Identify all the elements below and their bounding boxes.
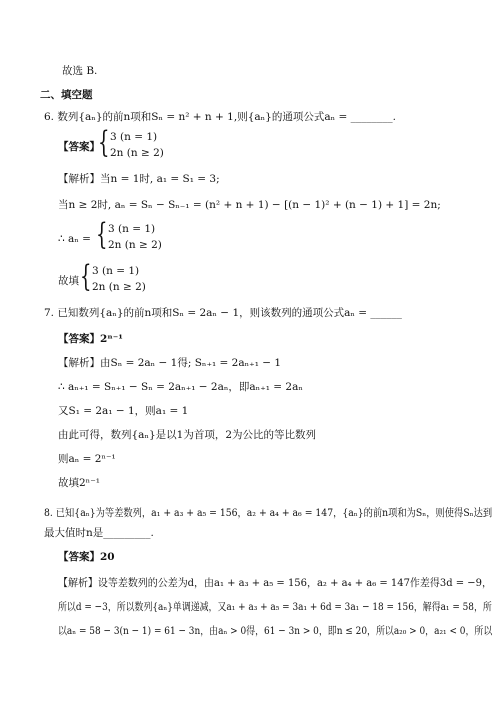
answer-6-cases — [98, 125, 218, 164]
left-brace-icon: { — [80, 259, 92, 294]
question-7: 7. 已知数列{aₙ}的前n项和Sₙ = 2aₙ − 1，则该数列的通项公式aₙ = ______ — [44, 307, 402, 319]
analysis-7-step1: 【解析】由Sₙ = 2aₙ − 1得; Sₙ₊₁ = 2aₙ₊₁ − 1 — [58, 357, 282, 369]
case-top: 3 (n = 1) — [110, 131, 158, 143]
analysis-6-therefore: ∴ aₙ = — [58, 233, 91, 245]
left-brace-icon: { — [96, 217, 108, 252]
section-heading-fill-blank: 二、填空题 — [40, 89, 93, 101]
fill-cases — [80, 259, 200, 298]
case-top: 3 (n = 1) — [92, 265, 140, 277]
analysis-8-line2: 所以d = −3，所以数列{aₙ}单调递减，又a₁ + a₃ + a₅ = 3a₁ + 6d = 3a₁ − 18 = 156，解得a₁ = 58，所 — [58, 601, 492, 613]
answer-8: 【答案】20 — [58, 551, 115, 563]
answer-6-label: 【答案】 — [58, 141, 100, 153]
therefore-cases — [96, 217, 216, 256]
case-bottom: 2n (n ≥ 2) — [92, 281, 146, 293]
analysis-7-step2: ∴ aₙ₊₁ = Sₙ₊₁ − Sₙ = 2aₙ₊₁ − 2aₙ，即aₙ₊₁ = 2aₙ — [58, 381, 303, 393]
case-bottom: 2n (n ≥ 2) — [110, 147, 164, 159]
conclusion-line: 故选 B. — [62, 65, 98, 77]
left-brace-icon: { — [98, 125, 110, 160]
question-8-line1: 8. 已知{aₙ}为等差数列，a₁ + a₃ + a₅ = 156，a₂ + a₄ + a₆ = 147，{aₙ}的前n项和为Sₙ，则使得Sₙ达到 — [44, 507, 493, 519]
question-6: 6. 数列{aₙ}的前n项和Sₙ = n² + n + 1,则{aₙ}的通项公式aₙ = ________. — [44, 111, 396, 123]
analysis-7-step5: 则aₙ = 2ⁿ⁻¹ — [58, 453, 116, 465]
case-bottom: 2n (n ≥ 2) — [108, 239, 162, 251]
fill-7: 故填2ⁿ⁻¹ — [58, 477, 100, 489]
analysis-8-line1: 【解析】设等差数列的公差为d，由a₁ + a₃ + a₅ = 156，a₂ + a₄ + a₆ = 147作差得3d = −9， — [58, 577, 492, 589]
analysis-7-step4: 由此可得，数列{aₙ}是以1为首项，2为公比的等比数列 — [58, 429, 317, 441]
answer-7: 【答案】2ⁿ⁻¹ — [58, 333, 123, 345]
fill-label-6: 故填 — [58, 275, 79, 287]
case-top: 3 (n = 1) — [108, 223, 156, 235]
analysis-7-step3: 又S₁ = 2a₁ − 1，则a₁ = 1 — [58, 405, 189, 417]
analysis-8-line3: 以aₙ = 58 − 3(n − 1) = 61 − 3n，由aₙ > 0得，61 − 3n > 0，即n ≤ 20，所以a₂₀ > 0，a₂₁ < 0，所以 — [58, 625, 493, 637]
question-8-line2: 最大值时n是_________. — [44, 527, 154, 539]
analysis-6-step1: 【解析】当n = 1时, a₁ = S₁ = 3; — [58, 173, 220, 185]
analysis-6-step2: 当n ≥ 2时, aₙ = Sₙ − Sₙ₋₁ = (n² + n + 1) − [(n − 1)² + (n − 1) + 1] = 2n; — [58, 199, 441, 211]
